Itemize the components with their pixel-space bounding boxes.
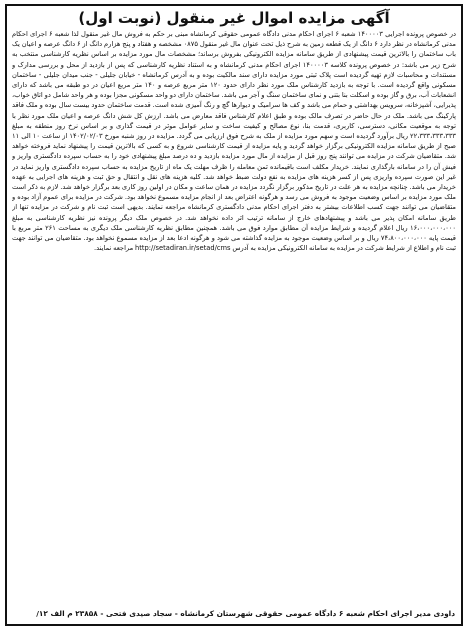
notice-text: در خصوص پرونده اجرایی ۱۴۰۰۰۰۳ شعبه ۶ اجرای احکام مدنی دادگاه عمومی حقوقی کرمانشاه مبنی بر حکم به فروش مال غیر منقول لذا شعبه ۶ اجرای احکام مدنی کرمانشاه در نظر دارد ۶ دانگ از یک قطعه زمین به شرح ذیل تحت عنوان مال غیر منقول ۰۸۷۵ مشخصه و هفتاد و پنج هزارم دانگ از ۶ دانگ عرصه و اعیان یک باب ساختمان را بالاترین قیمت پیشنهادی از طریق سامانه مزایده الکترونیکی بفروش برساند؛ مشخصات مال مورد مزایده بر اساس نظریه کارشناسی منتخب به شرح زیر می باشد: در خصوص پرونده کلاسه ۱۴۰۰۰۰۳ اجرای احکام مدنی کرمانشاه و به استناد نظریه کارشناسی که پس از بازدید از محل و بررسی مدارک و مستندات و محاسبات لازم تهیه گردیده است پلاک ثبتی مورد مزایده دارای سند مالکیت بوده و به آدرس کرمانشاه - خیابان جلیلی - جنب میدان جلیلی - ساختمان مسکونی واقع گردیده است. با توجه به بازدید کارشناس ملک مورد نظر دارای حدود ۱۲۰ متر مربع عرصه و ۱۴۰ متر مربع اعیان در دو طبقه می باشد که دارای انشعابات آب، برق و گاز بوده و اسکلت بنا بتنی و نمای ساختمان سنگ و آجر می باشد. ساختمان دارای دو واحد مسکونی مجزا بوده و هر واحد شامل دو اتاق خواب، پذیرایی، آشپزخانه، سرویس بهداشتی و حمام می باشد و کف ها سرامیک و دیوارها گچ و رنگ آمیزی شده است. قدمت ساختمان حدود بیست سال بوده و ملک فاقد پارکینگ می باشد. ملک در حال حاضر در تصرف مالک بوده و طبق اعلام کارشناس فاقد معارض می باشد. ارزش کل شش دانگ عرصه و اعیان ملک مورد نظر با توجه به موقعیت مکانی، دسترسی، کاربری، قدمت بنا، نوع مصالح و کیفیت ساخت و سایر عوامل موثر در قیمت گذاری و بر اساس نرخ روز منطقه به مبلغ ۲۲،۳۳۳،۳۳۳،۳۳۳ ریال برآورد گردیده است و سهم مورد مزایده از ملک به شرح فوق ارزیابی می گردد. مزایده در روز شنبه مورخ ۱۴۰۲/۰۲/۰۳ از ساعت ۱۰ الی ۱۱ صبح از طریق سامانه مزایده الکترونیکی برگزار خواهد گردید و پایه مزایده از قیمت کارشناسی شروع و به کسی که بالاترین قیمت را پیشنهاد نماید فروخته خواهد شد. متقاضیان شرکت در مزایده می توانند پنج روز قبل از مزایده از مال مورد مزایده بازدید و ده درصد مبلغ پیشنهادی خود را به حساب سپرده دادگستری واریز و فیش آن را در سامانه بارگذاری نمایند. خریدار مکلف است باقیمانده ثمن معامله را ظرف مهلت یک ماه از تاریخ مزایده به حساب سپرده دادگستری واریز نماید در غیر این صورت سپرده واریزی پس از کسر هزینه های مزایده به نفع دولت ضبط خواهد شد. کلیه هزینه های نقل و انتقال و حق ثبت و هزینه های اجرایی به عهده خریدار می باشد. چنانچه مزایده به هر علت در تاریخ مذکور برگزار نگردد مزایده در همان ساعت و مکان در اولین روز کاری بعد برگزار خواهد شد. لازم به ذکر است ملک مورد مزایده بر اساس وضعیت موجود به فروش می رسد و هرگونه اعتراض بعد از انجام مزایده مسموع نخواهد بود. شرکت در مزایده برای عموم آزاد بوده و متقاضیان می توانند جهت کسب اطلاعات بیشتر به دفتر اجرای احکام مدنی دادگستری کرمانشاه مراجعه نمایند. بدیهی است ثبت نام و شرکت در مزایده تنها از طریق سامانه امکان پذیر می باشد و پیشنهادهای خارج از سامانه ترتیب اثر داده نخواهد شد. در خصوص ملک دیگر پرونده نیز نظریه کارشناسی به مبلغ ۱۶،۰۰۰،۰۰۰،۰۰۰ ریال اعلام گردیده و شرایط مزایده آن مطابق موارد فوق می باشد. همچنین مطابق نظریه کارشناسی ملک دیگری به مساحت ۲۶۱ متر مربع با قیمت پایه ۷۴،۸۰۰،۰۰۰،۰۰۰ ریال و بر اساس وضعیت موجود به مزایده گذاشته می شود و هرگونه ادعا بعد از مزایده مسموع نخواهد بود. متقاضیان می توانند جهت ثبت نام و اطلاع از شرایط شرکت در مزایده به سامانه الکترونیکی مزایده به آدرس <box>12 30 456 253</box>
notice-page <box>5 4 463 626</box>
notice-text-end: مراجعه نمایند. <box>94 244 134 253</box>
notice-body <box>12 29 456 591</box>
notice-footer <box>13 608 455 619</box>
notice-paragraph <box>12 29 456 253</box>
notice-title: آگهی مزایده اموال غیر منقول (نوبت اول) <box>78 9 390 27</box>
portal-url-link[interactable]: http://setadiran.ir/setad/cms <box>135 244 231 253</box>
closing-signature: داودی مدیر اجرای احکام شعبه ۶ دادگاه عمومی حقوقی شهرستان کرمانشاه - سجاد صیدی فتحی - ۲۳۸۵۸ م الف ۱۲/ <box>36 609 455 618</box>
